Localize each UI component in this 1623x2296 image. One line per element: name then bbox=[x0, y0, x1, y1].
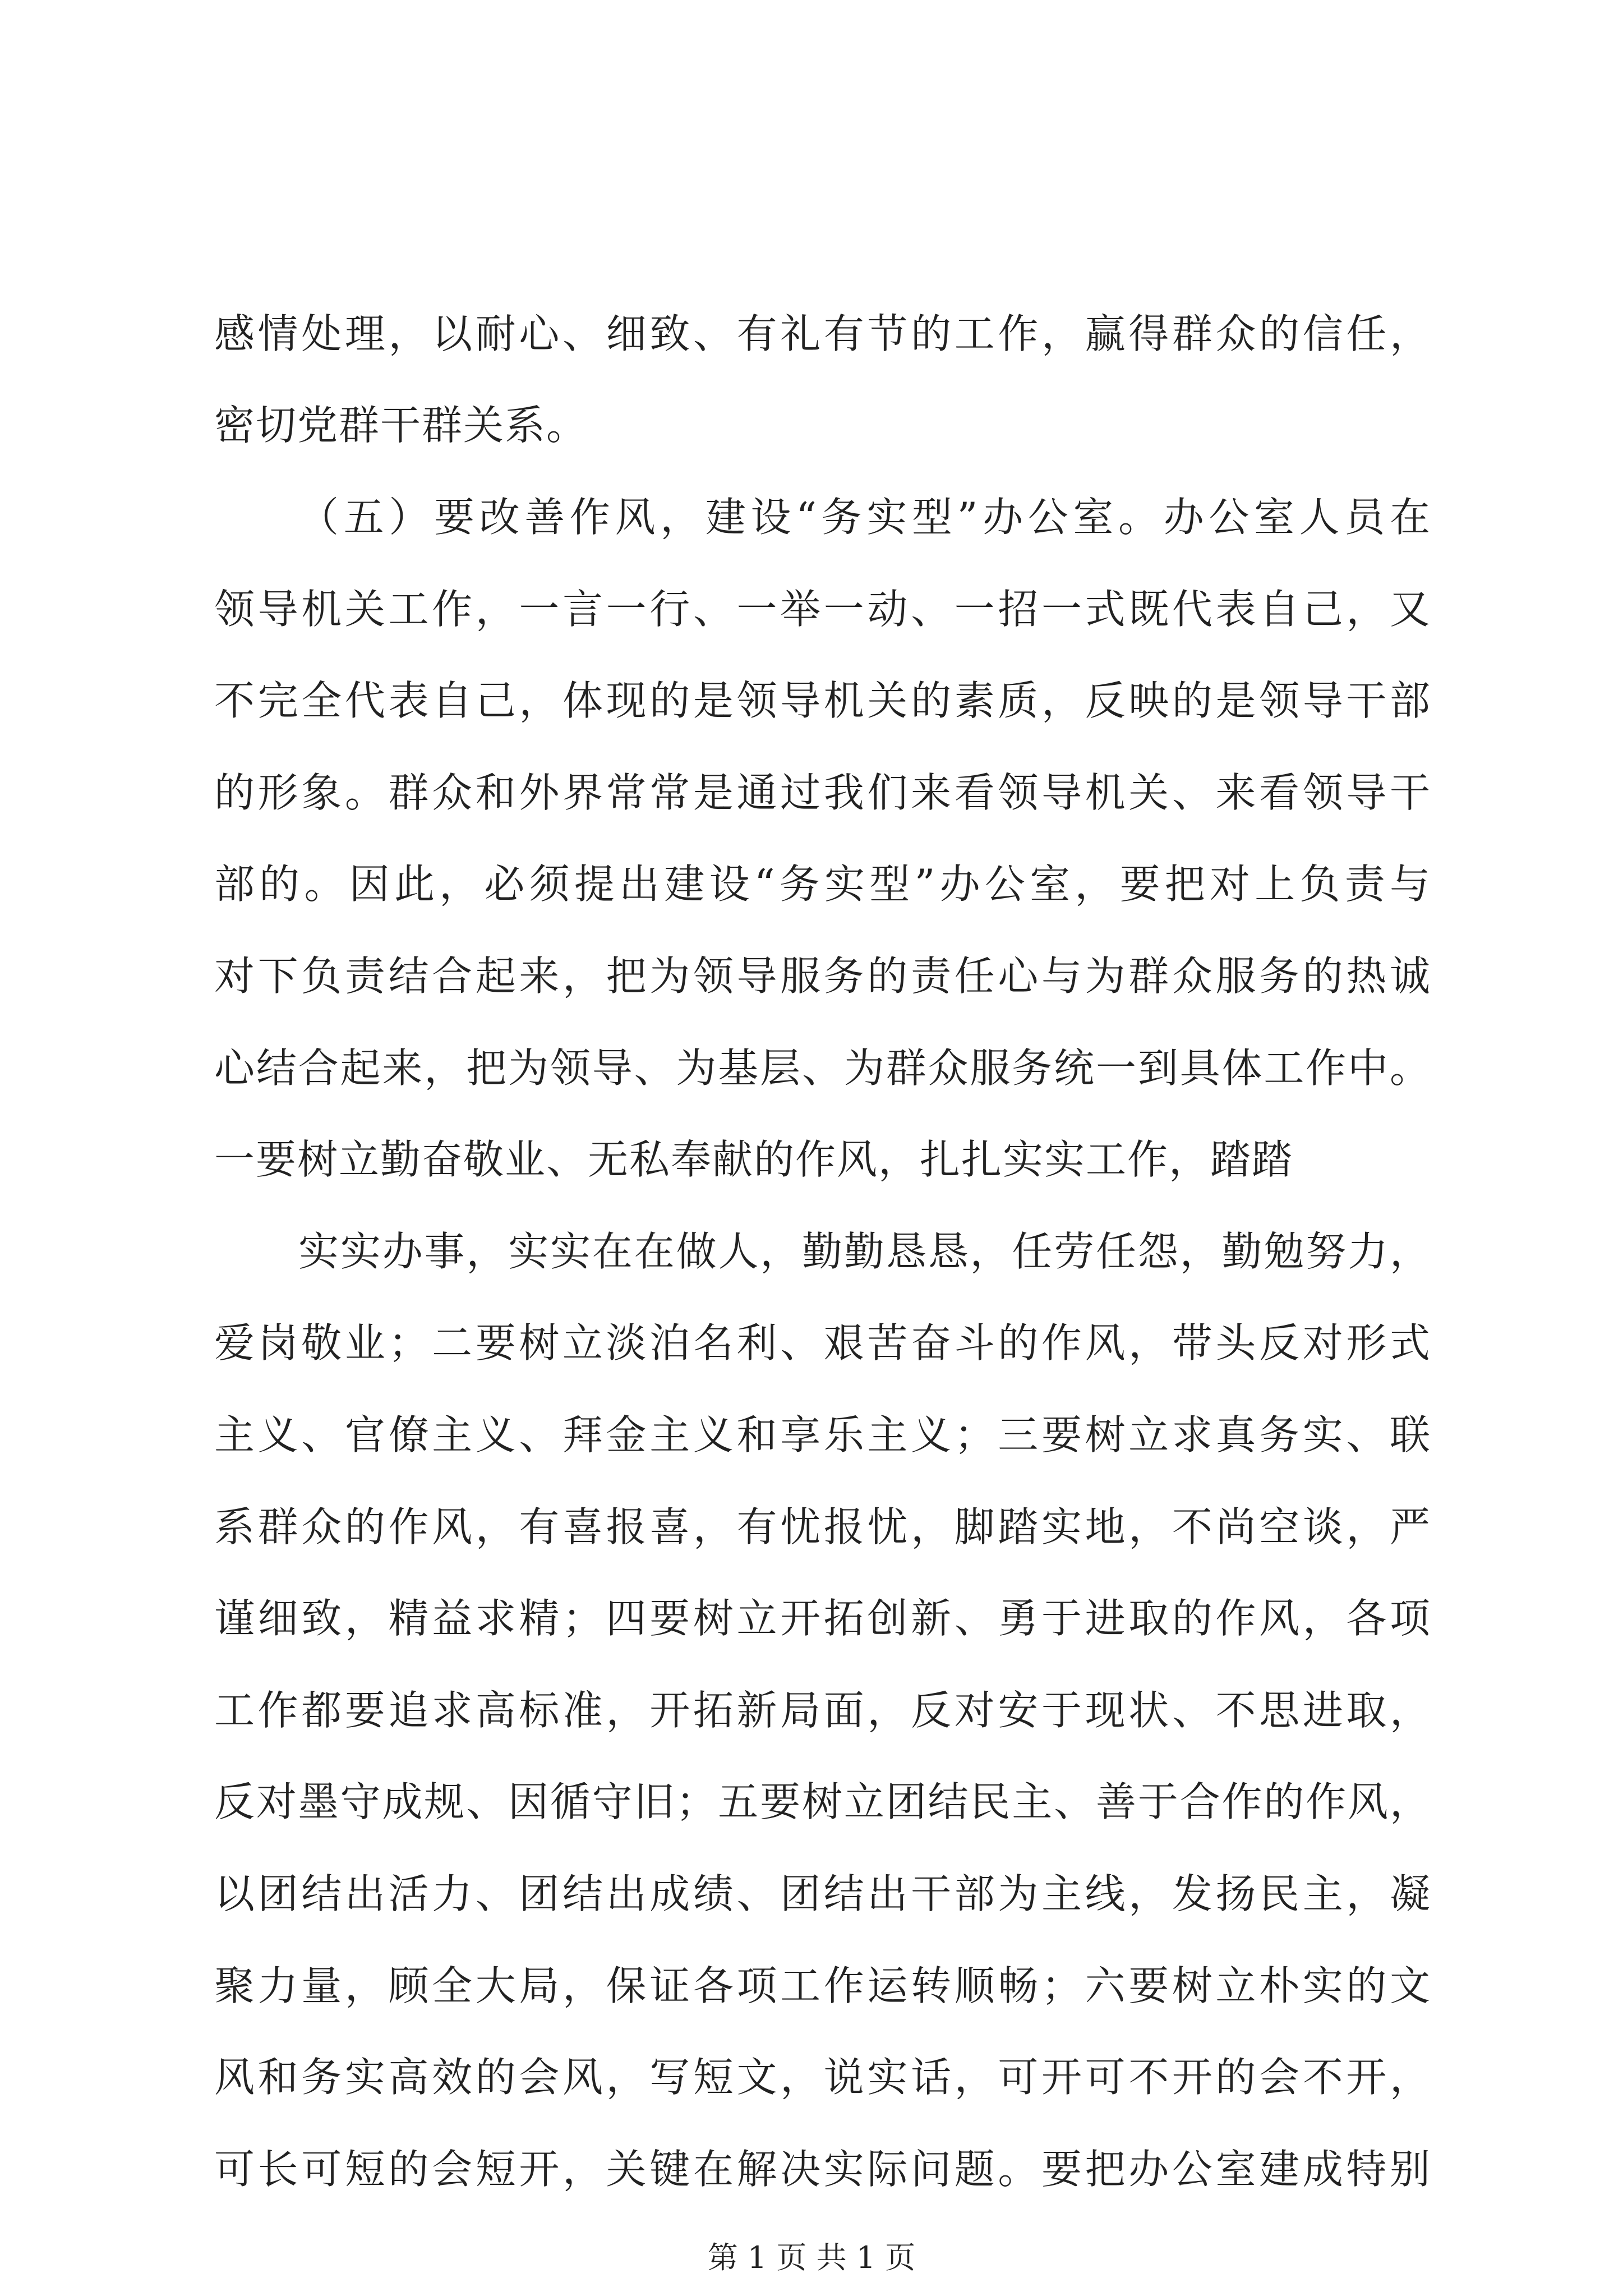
text-line-2: 密切党群干群关系。 bbox=[214, 402, 588, 449]
text-line-14: 系群众的作风，有喜报喜，有忧报忧，脚踏实地，不尚空谈，严 bbox=[214, 1503, 1431, 1550]
text-line-21: 可长可短的会短开，关键在解决实际问题。要把办公室建成特别 bbox=[214, 2146, 1431, 2193]
text-line-8: 对下负责结合起来，把为领导服务的责任心与为群众服务的热诚 bbox=[214, 953, 1431, 1000]
text-line-9: 心结合起来，把为领导、为基层、为群众服务统一到具体工作中。 bbox=[214, 1045, 1431, 1092]
text-line-12: 爱岗敬业；二要树立淡泊名利、艰苦奋斗的作风，带头反对形式 bbox=[214, 1319, 1431, 1366]
text-line-1: 感情处理，以耐心、细致、有礼有节的工作，赢得群众的信任， bbox=[214, 310, 1431, 357]
page-number-footer: 第 1 页 共 1 页 bbox=[707, 2240, 916, 2275]
text-line-7: 部的。因此，必须提出建设“务实型”办公室，要把对上负责与 bbox=[214, 861, 1431, 908]
text-line-15: 谨细致，精益求精；四要树立开拓创新、勇于进取的作风，各项 bbox=[214, 1595, 1431, 1642]
text-line-3: （五）要改善作风，建设“务实型”办公室。办公室人员在 bbox=[298, 494, 1431, 541]
text-line-17: 反对墨守成规、因循守旧；五要树立团结民主、善于合作的作风， bbox=[214, 1778, 1431, 1825]
text-line-16: 工作都要追求高标准，开拓新局面，反对安于现状、不思进取， bbox=[214, 1687, 1431, 1734]
text-line-19: 聚力量，顾全大局，保证各项工作运转顺畅；六要树立朴实的文 bbox=[214, 1962, 1431, 2009]
text-line-6: 的形象。群众和外界常常是通过我们来看领导机关、来看领导干 bbox=[214, 769, 1431, 816]
text-line-4: 领导机关工作，一言一行、一举一动、一招一式既代表自己，又 bbox=[214, 586, 1431, 633]
text-line-5: 不完全代表自己，体现的是领导机关的素质，反映的是领导干部 bbox=[214, 677, 1431, 724]
text-line-10: 一要树立勤奋敬业、无私奉献的作风，扎扎实实工作，踏踏 bbox=[214, 1136, 1294, 1183]
text-line-18: 以团结出活力、团结出成绩、团结出干部为主线，发扬民主，凝 bbox=[214, 1870, 1431, 1917]
text-line-13: 主义、官僚主义、拜金主义和享乐主义；三要树立求真务实、联 bbox=[214, 1411, 1431, 1458]
text-line-11: 实实办事，实实在在做人，勤勤恳恳，任劳任怨，勤勉努力， bbox=[298, 1228, 1431, 1275]
text-line-20: 风和务实高效的会风，写短文，说实话，可开可不开的会不开， bbox=[214, 2054, 1431, 2101]
